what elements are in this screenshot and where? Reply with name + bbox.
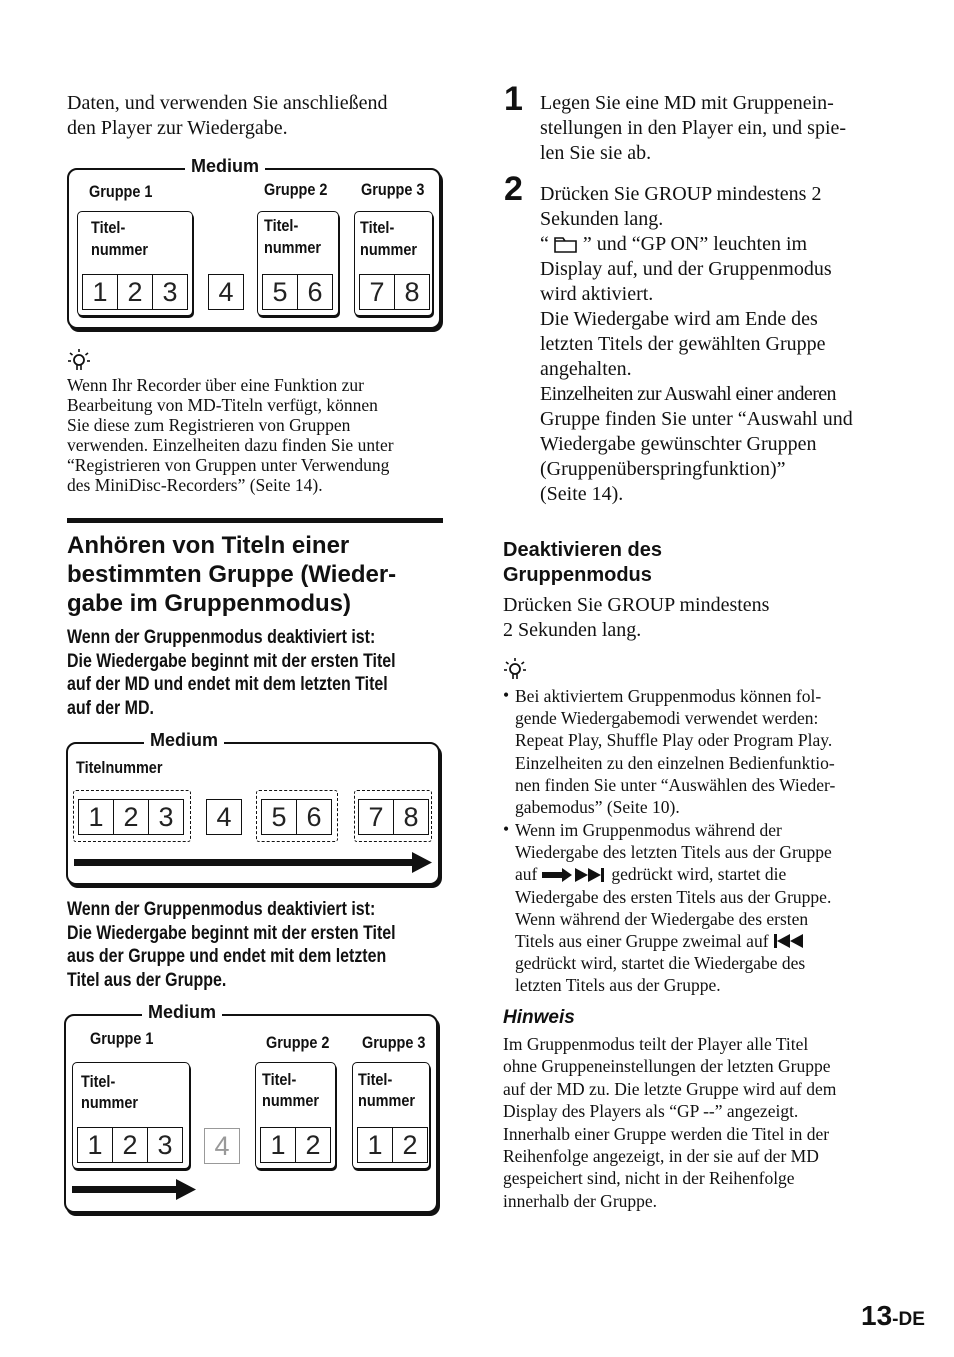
track-numbers: 1 2 3 [78,799,184,835]
note-heading: Hinweis [503,1007,575,1028]
ungrouped-track: 4 [204,1128,240,1164]
group-folder-icon [553,235,579,255]
section-heading: Anhören von Titeln einer bestimmten Gruppe (Wieder- gabe im Gruppenmodus) [67,532,397,617]
group3-box: Titel- nummer 1 2 [352,1062,430,1169]
track-numbers: 7 8 [359,274,430,310]
group2-label: Gruppe 2 [264,180,328,199]
step-number: 1 [504,80,523,118]
step1-text: Legen Sie eine MD mit Gruppenein- stellungen in den Player ein, und spie- len Sie sie ab. [540,92,847,164]
track-numbers: 1 2 [357,1127,428,1163]
group1-box: Titel- nummer 1 2 3 [72,1062,190,1169]
note-text: Im Gruppenmodus teilt der Player alle Titel ohne Gruppeneinstellungen der letzten Gruppe auf der MD zu. Die letzte Gruppe wird auf dem Display des Players als “GP --” angezeigt. Innerhalb einer Gruppe werden die Titel in der Reihenfolge angezeigt, in der sie auf der MD gespeichert sind, nicht in der Reihenfolge innerhalb der Gruppe. [503,1034,837,1211]
next-track-icon [542,868,608,882]
lightbulb-icon [503,656,527,687]
diagram-title: Medium [185,156,265,177]
diagram-normal-playback [66,730,440,885]
group2-box: Titel- nummer 1 2 [255,1062,336,1169]
diagram-group-playback [64,1002,438,1213]
bullet-marker: • [503,819,510,839]
section-rule [67,518,443,523]
track-number-label: Titelnummer [76,758,163,777]
playback-arrow [74,852,432,874]
track-numbers: 1 2 3 [77,1127,183,1163]
tip-text: Wenn Ihr Recorder über eine Funktion zur Bearbeitung von MD-Titeln verfügt, können Sie diese zum Registrieren von Gruppen verwenden. Einzelheiten dazu finden Sie unter “Registrieren von Gruppen unter Verwendung des MiniDisc-Recorders” (Seite 14). [67,375,394,495]
group2-box: Titel- nummer 5 6 [257,211,339,316]
track-numbers: 5 6 [261,799,332,835]
step2-text: Drücken Sie GROUP mindestens 2 Sekunden lang. “ ” und “GP ON” leuchten im Display auf, und der Gruppenmodus wird aktiviert. Die Wiedergabe wird am Ende des letzten Titels der gewählten Gruppe angehalten. Einzelheiten zur Auswahl einer anderen Gruppe finden Sie unter “Auswahl und Wiedergabe gewünschter Gruppen (Gruppenüberspringfunktion)” (Seite 14). [540,183,853,505]
diagram-title: Medium [144,730,224,751]
group1-box: Titel- nummer 1 2 3 [77,211,193,316]
tip-bullet-1: Bei aktiviertem Gruppenmodus können fol- gende Wiedergabemodi verwendet werden: Repeat Play, Shuffle Play oder Program Play. Einzelheiten zu den einzelnen Bedienfunktio- nen finden Sie unter “Auswählen des Wieder- gabemodus” (Seite 10). [515,686,836,818]
previous-track-icon [774,934,810,948]
tip-bullet-2: Wenn im Gruppenmodus während der Wiedergabe des letzten Titels aus der Gruppe auf gedrückt wird, startet die Wiedergabe des ersten Titels aus der Gruppe. Wenn während der Wiedergabe des ersten Titels aus einer Gruppe zweimal auf gedrückt wird, startet die Wiedergabe des letzten Titels aus der Gruppe. [515,820,832,996]
lightbulb-icon [67,347,91,378]
sub-heading: Deaktivieren des Gruppenmodus [503,539,662,586]
case2-text: Wenn der Gruppenmodus deaktiviert ist: Die Wiedergabe beginnt mit der ersten Titel aus der Gruppe und endet mit dem letzten Titel aus der Gruppe. [67,899,396,991]
bullet-marker: • [503,685,510,705]
track-numbers: 1 2 [260,1127,331,1163]
diagram-group-layout [67,156,441,329]
track-numbers: 5 6 [262,274,333,310]
group1-label: Gruppe 1 [90,1029,154,1048]
track-numbers: 7 8 [358,799,429,835]
page-number: 13-DE [861,1300,925,1331]
group3-box: Titel- nummer 7 8 [354,211,433,316]
playback-arrow [72,1179,196,1201]
ungrouped-track: 4 [208,274,244,310]
group3-label: Gruppe 3 [361,180,425,199]
sub-text: Drücken Sie GROUP mindestens 2 Sekunden lang. [503,594,770,641]
diagram-title: Medium [142,1002,222,1023]
group3-label: Gruppe 3 [362,1033,426,1052]
group1-label: Gruppe 1 [89,182,153,201]
track-number: 4 [206,799,242,835]
intro-text: Daten, und verwenden Sie anschließend den Player zur Wiedergabe. [67,92,388,139]
track-numbers: 1 2 3 [82,274,188,310]
case1-text: Wenn der Gruppenmodus deaktiviert ist: Die Wiedergabe beginnt mit der ersten Titel auf der MD und endet mit dem letzten Titel auf der MD. [67,627,396,719]
group2-label: Gruppe 2 [266,1033,330,1052]
step-number: 2 [504,170,523,208]
